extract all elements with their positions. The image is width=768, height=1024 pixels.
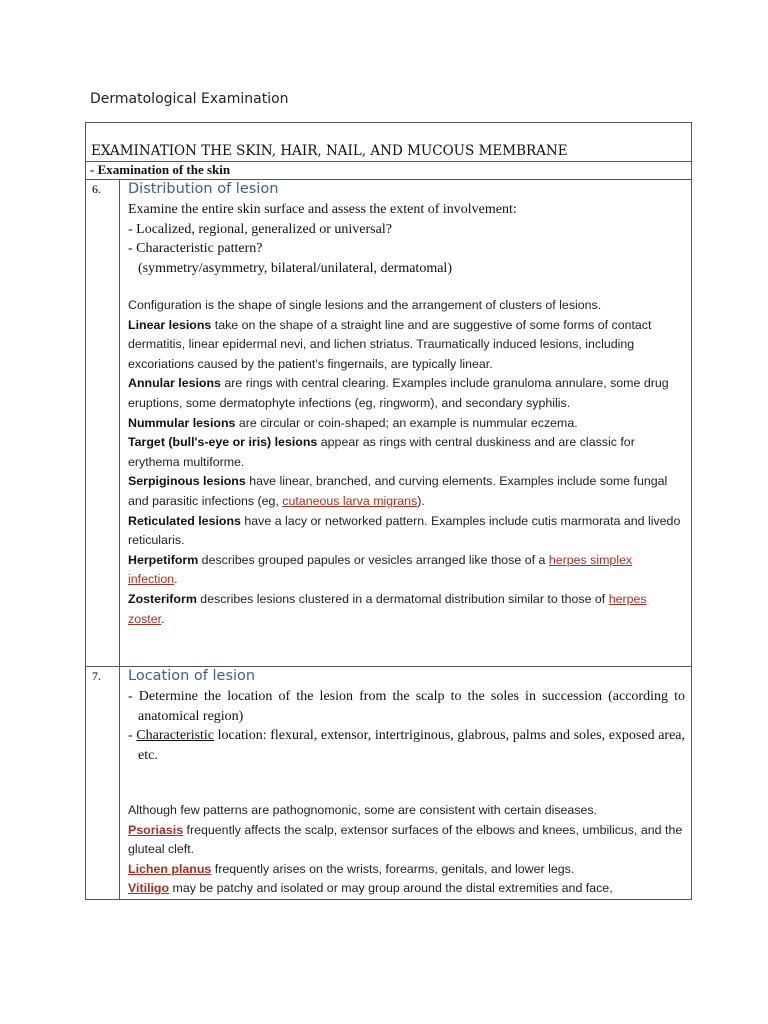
table-header-text: EXAMINATION THE SKIN, HAIR, NAIL, AND MUCOUS MEMBRANE	[91, 143, 568, 159]
paragraph-text: frequently affects the scalp, extensor surfaces of the elbows and knees, umbilicus, and the gluteal cleft.	[128, 822, 683, 857]
serif-line	[128, 726, 685, 765]
row-number: 7.	[86, 666, 120, 899]
term-bold: Zosteriform	[128, 591, 197, 606]
paragraph-text: .	[174, 572, 178, 587]
paragraph-text: may be patchy and isolated or may group around the distal extremities and face,	[169, 881, 613, 896]
paragraph	[128, 433, 685, 472]
disease-link[interactable]: Lichen planus	[128, 861, 212, 876]
document-title: Dermatological Examination	[90, 91, 289, 107]
serif-line: (symmetry/asymmetry, bilateral/unilateral, dermatomal)	[138, 260, 452, 276]
paragraph	[128, 590, 685, 629]
section-heading: Location of lesion	[128, 668, 256, 684]
paragraph-text: frequently arises on the wrists, forearms, genitals, and lower legs.	[211, 861, 575, 876]
term-bold: Serpiginous lesions	[128, 474, 246, 489]
paragraph	[128, 296, 685, 316]
paragraph	[128, 512, 685, 551]
paragraph-text: Although few patterns are pathognomonic, some are consistent with certain diseases.	[128, 803, 598, 817]
paragraph	[128, 860, 685, 880]
section-subheader: - Examination of the skin	[86, 161, 691, 180]
section-heading: Distribution of lesion	[128, 181, 279, 197]
reference-link[interactable]: cutaneous larva migrans	[282, 493, 418, 508]
underlined-word: Characteristic	[136, 728, 215, 743]
paragraph-text: are rings with central clearing. Examples include granuloma annulare, some drug eruptions, some dermatophyte infections (eg, ringworm), and secondary syphilis.	[128, 376, 669, 410]
paragraph-text: Configuration is the shape of single lesions and the arrangement of clusters of lesions.	[128, 298, 602, 312]
row-number: 6.	[86, 179, 120, 666]
disease-link[interactable]: Vitiligo	[128, 881, 170, 896]
paragraph	[128, 472, 685, 511]
paragraph-text: appear as rings with central duskiness and are classic for erythema multiforme.	[128, 435, 635, 469]
paragraph-text: take on the shape of a straight line and are suggestive of some forms of contact dermatitis, linear epidermal nevi, and lichen striatus. Traumatically induced lesions, including excoriations caused by the patient's fingernails, are typically linear.	[128, 317, 652, 371]
table-row-location	[86, 666, 691, 899]
paragraph	[128, 821, 685, 860]
paragraph-text: ).	[417, 493, 425, 508]
paragraph-text: describes grouped papules or vesicles arranged like those of a	[198, 552, 549, 567]
term-bold: Linear lesions	[128, 317, 212, 332]
term-bold: Reticulated lesions	[128, 513, 241, 528]
paragraph-text: are circular or coin-shaped; an example is nummular eczema.	[235, 415, 578, 430]
reference-link[interactable]: herpes simplex infection	[128, 552, 633, 587]
paragraph-text: describes lesions clustered in a dermatomal distribution similar to those of	[196, 591, 609, 606]
serif-line: - Localized, regional, generalized or universal?	[128, 221, 392, 237]
paragraph	[128, 414, 685, 434]
paragraph	[128, 551, 685, 590]
paragraph	[128, 879, 685, 899]
serif-line: Examine the entire skin surface and assess the extent of involvement:	[128, 202, 517, 217]
dash: -	[128, 728, 137, 743]
configuration-paragraphs	[128, 296, 685, 629]
reference-link[interactable]: herpes zoster	[128, 591, 647, 626]
examination-table	[85, 122, 692, 900]
paragraph	[128, 316, 685, 375]
table-row-distribution	[86, 179, 691, 667]
location-paragraphs	[128, 801, 685, 899]
serif-line: - Characteristic pattern?	[128, 241, 263, 256]
paragraph	[128, 801, 685, 821]
paragraph-text: .	[161, 611, 165, 626]
serif-line: - Determine the location of the lesion from the scalp to the soles in succession (according to anatomical region)	[128, 689, 685, 724]
table-header	[86, 123, 691, 162]
term-bold: Nummular lesions	[128, 415, 236, 430]
paragraph-text: have linear, branched, and curving elements. Examples include some fungal and parasitic infections (eg,	[128, 474, 668, 508]
disease-link[interactable]: Psoriasis	[128, 822, 184, 837]
term-bold: Target (bull's-eye or iris) lesions	[128, 435, 318, 450]
term-bold: Annular lesions	[128, 376, 221, 391]
paragraph-text: have a lacy or networked pattern. Examples include cutis marmorata and livedo reticularis.	[128, 513, 681, 548]
serif-text: location: flexural, extensor, intertriginous, glabrous, palms and soles, exposed area, etc.	[138, 728, 685, 763]
paragraph	[128, 374, 685, 413]
term-bold: Herpetiform	[128, 552, 199, 567]
